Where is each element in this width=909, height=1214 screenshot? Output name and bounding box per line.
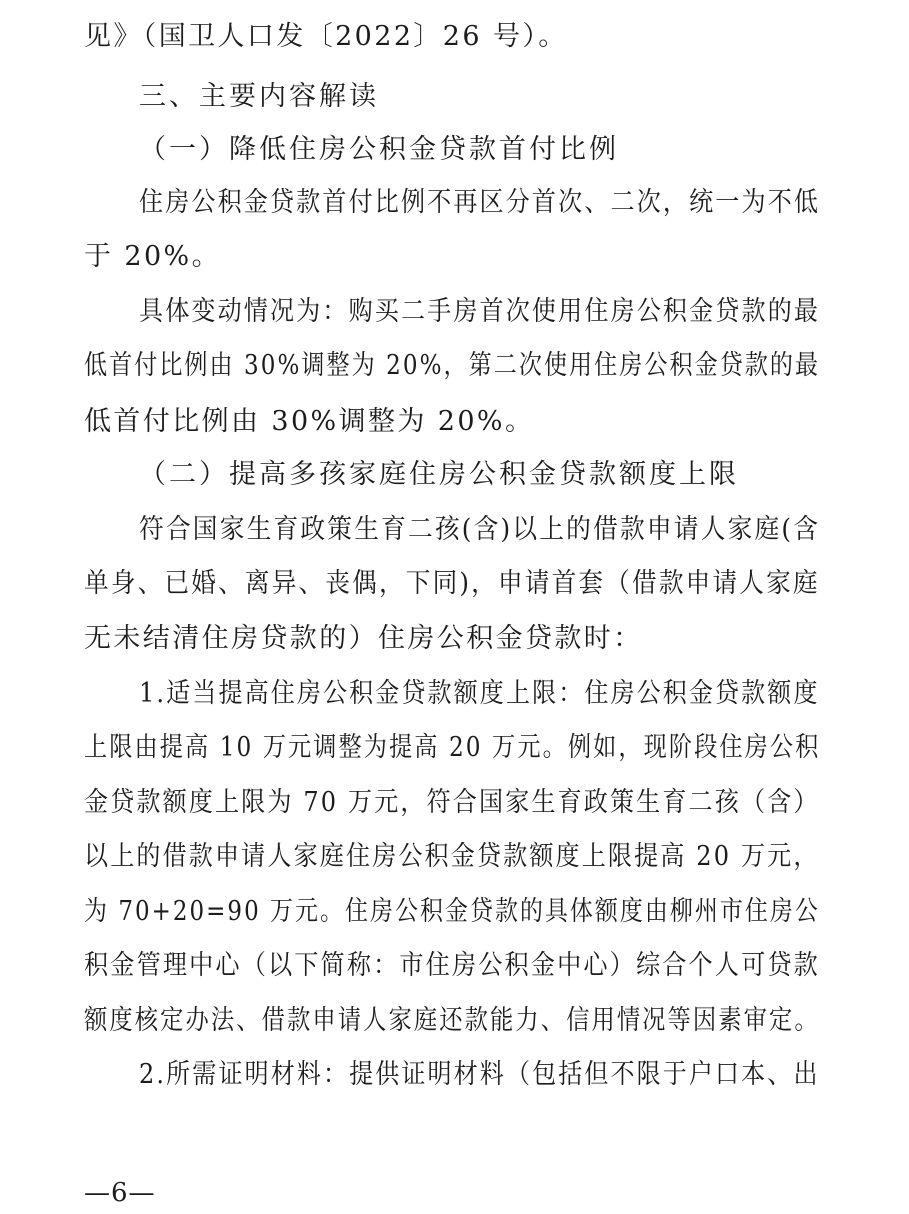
text-line: 住房公积金贷款首付比例不再区分首次、二次，统一为不低 [139,187,821,218]
subsection-heading: （二）提高多孩家庭住房公积金贷款额度上限 [139,459,739,490]
text-line: 上限由提高 10 万元调整为提高 20 万元。例如，现阶段住房公积 [84,732,821,763]
text-line: 为 70+20=90 万元。住房公积金贷款的具体额度由柳州市住房公 [84,896,820,927]
text-line: 无未结清住房贷款的）住房公积金贷款时： [84,623,643,654]
text-line: 1.适当提高住房公积金贷款额度上限：住房公积金贷款额度 [139,678,820,709]
text-line: 以上的借款申请人家庭住房公积金贷款额度上限提高 20 万元， [84,841,820,872]
text-line: 符合国家生育政策生育二孩(含)以上的借款申请人家庭(含 [139,514,821,545]
text-line: 单身、已婚、离异、丧偶，下同)，申请首套（借款申请人家庭 [84,568,820,599]
text-line: 见》（国卫人口发〔2022〕26 号）。 [84,21,568,52]
text-line: 2.所需证明材料：提供证明材料（包括但不限于户口本、出 [139,1059,820,1090]
section-heading: 三、主要内容解读 [139,81,379,112]
subsection-heading: （一）降低住房公积金贷款首付比例 [139,134,619,165]
page-number: —6— [84,1178,156,1208]
text-line: 低首付比例由 30%调整为 20%。 [84,406,535,437]
text-line: 额度核定办法、借款申请人家庭还款能力、信用情况等因素审定。 [84,1005,820,1036]
text-line: 具体变动情况为：购买二手房首次使用住房公积金贷款的最 [139,296,821,327]
text-line: 金贷款额度上限为 70 万元，符合国家生育政策生育二孩（含） [84,787,820,818]
text-line: 于 20%。 [84,241,221,272]
text-line: 低首付比例由 30%调整为 20%，第二次使用住房公积金贷款的最 [84,350,821,381]
text-line: 积金管理中心（以下简称：市住房公积金中心）综合个人可贷款 [84,950,820,981]
